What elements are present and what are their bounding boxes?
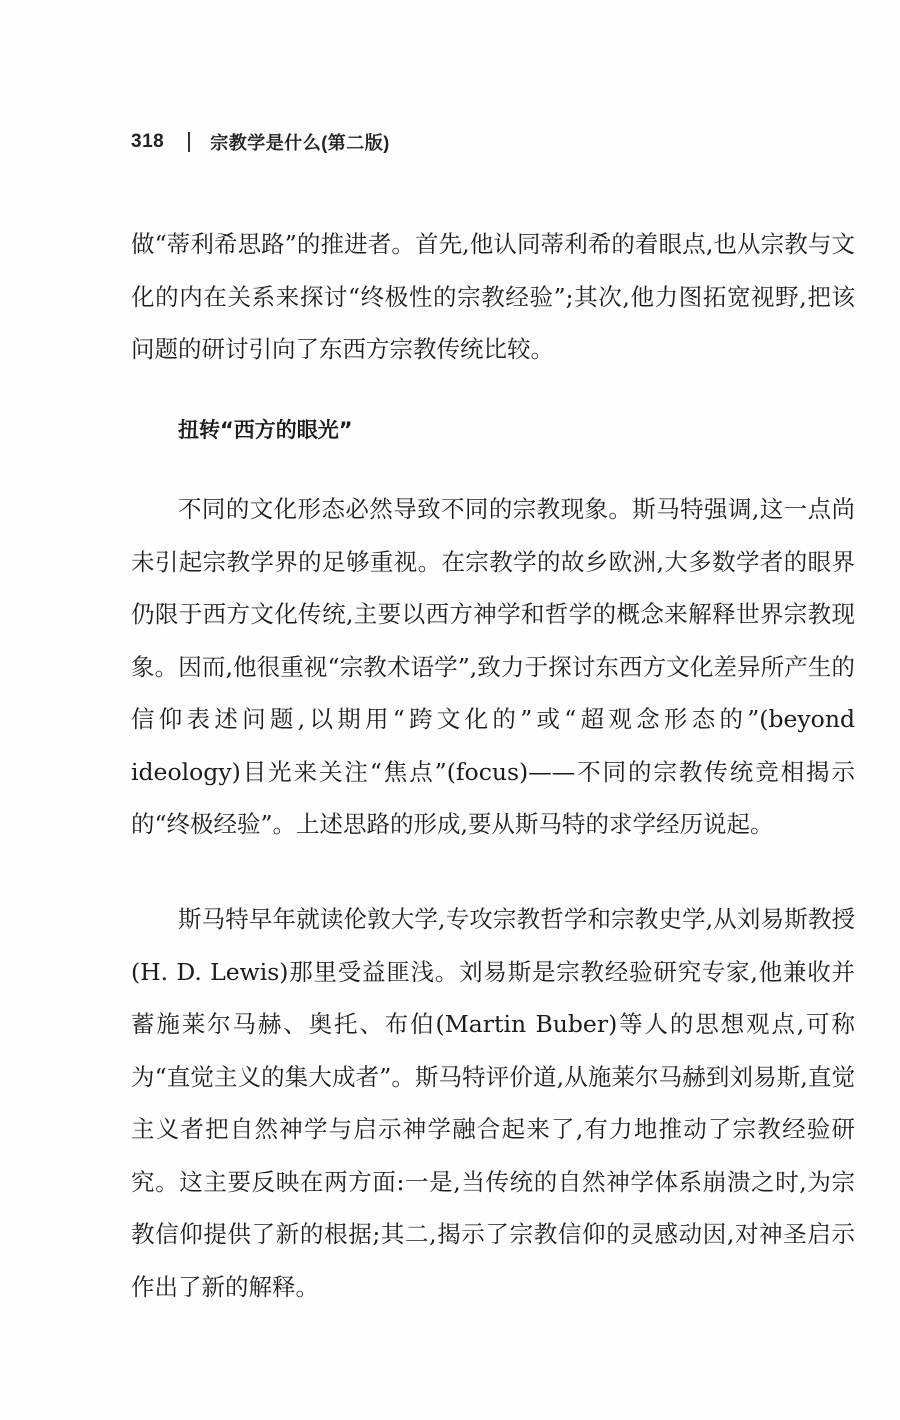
book-title: 宗教学是什么(第二版): [210, 133, 390, 153]
paragraph-body: 斯马特早年就读伦敦大学,专攻宗教哲学和宗教史学,从刘易斯教授(H. D. Lewis)那里受益匪浅。刘易斯是宗教经验研究专家,他兼收并蓄施莱尔马赫、奥托、布伯(Martin Buber)等人的思想观点,可称为“直觉主义的集大成者”。斯马特评价道,从施莱尔马赫到刘易斯,直觉主义者把自然神学与启示神学融合起来了,有力地推动了宗教经验研究。这主要反映在两方面:一是,当传统的自然神学体系崩溃之时,为宗教信仰提供了新的根据;其二,揭示了宗教信仰的灵感动因,对神圣启示作出了新的解释。: [131, 905, 855, 1301]
paragraph-continued: 做“蒂利希思路”的推进者。首先,他认同蒂利希的着眼点,也从宗教与文化的内在关系来探讨“终极性的宗教经验”;其次,他力图拓宽视野,把该问题的研讨引向了东西方宗教传统比较。: [131, 230, 855, 363]
header-divider: [188, 132, 190, 152]
section-heading: 扭转“西方的眼光”: [178, 418, 353, 442]
paragraph-body: 不同的文化形态必然导致不同的宗教现象。斯马特强调,这一点尚未引起宗教学界的足够重视。在宗教学的故乡欧洲,大多数学者的眼界仍限于西方文化传统,主要以西方神学和哲学的概念来解释世界宗教现象。因而,他很重视“宗教术语学”,致力于探讨东西方文化差异所产生的信仰表述问题,以期用“跨文化的”或“超观念形态的”(beyond ideology)目光来关注“焦点”(focus)——不同的宗教传统竞相揭示的“终极经验”。上述思路的形成,要从斯马特的求学经历说起。: [131, 495, 855, 838]
page-number: 318: [131, 131, 165, 152]
running-head: [131, 127, 390, 157]
